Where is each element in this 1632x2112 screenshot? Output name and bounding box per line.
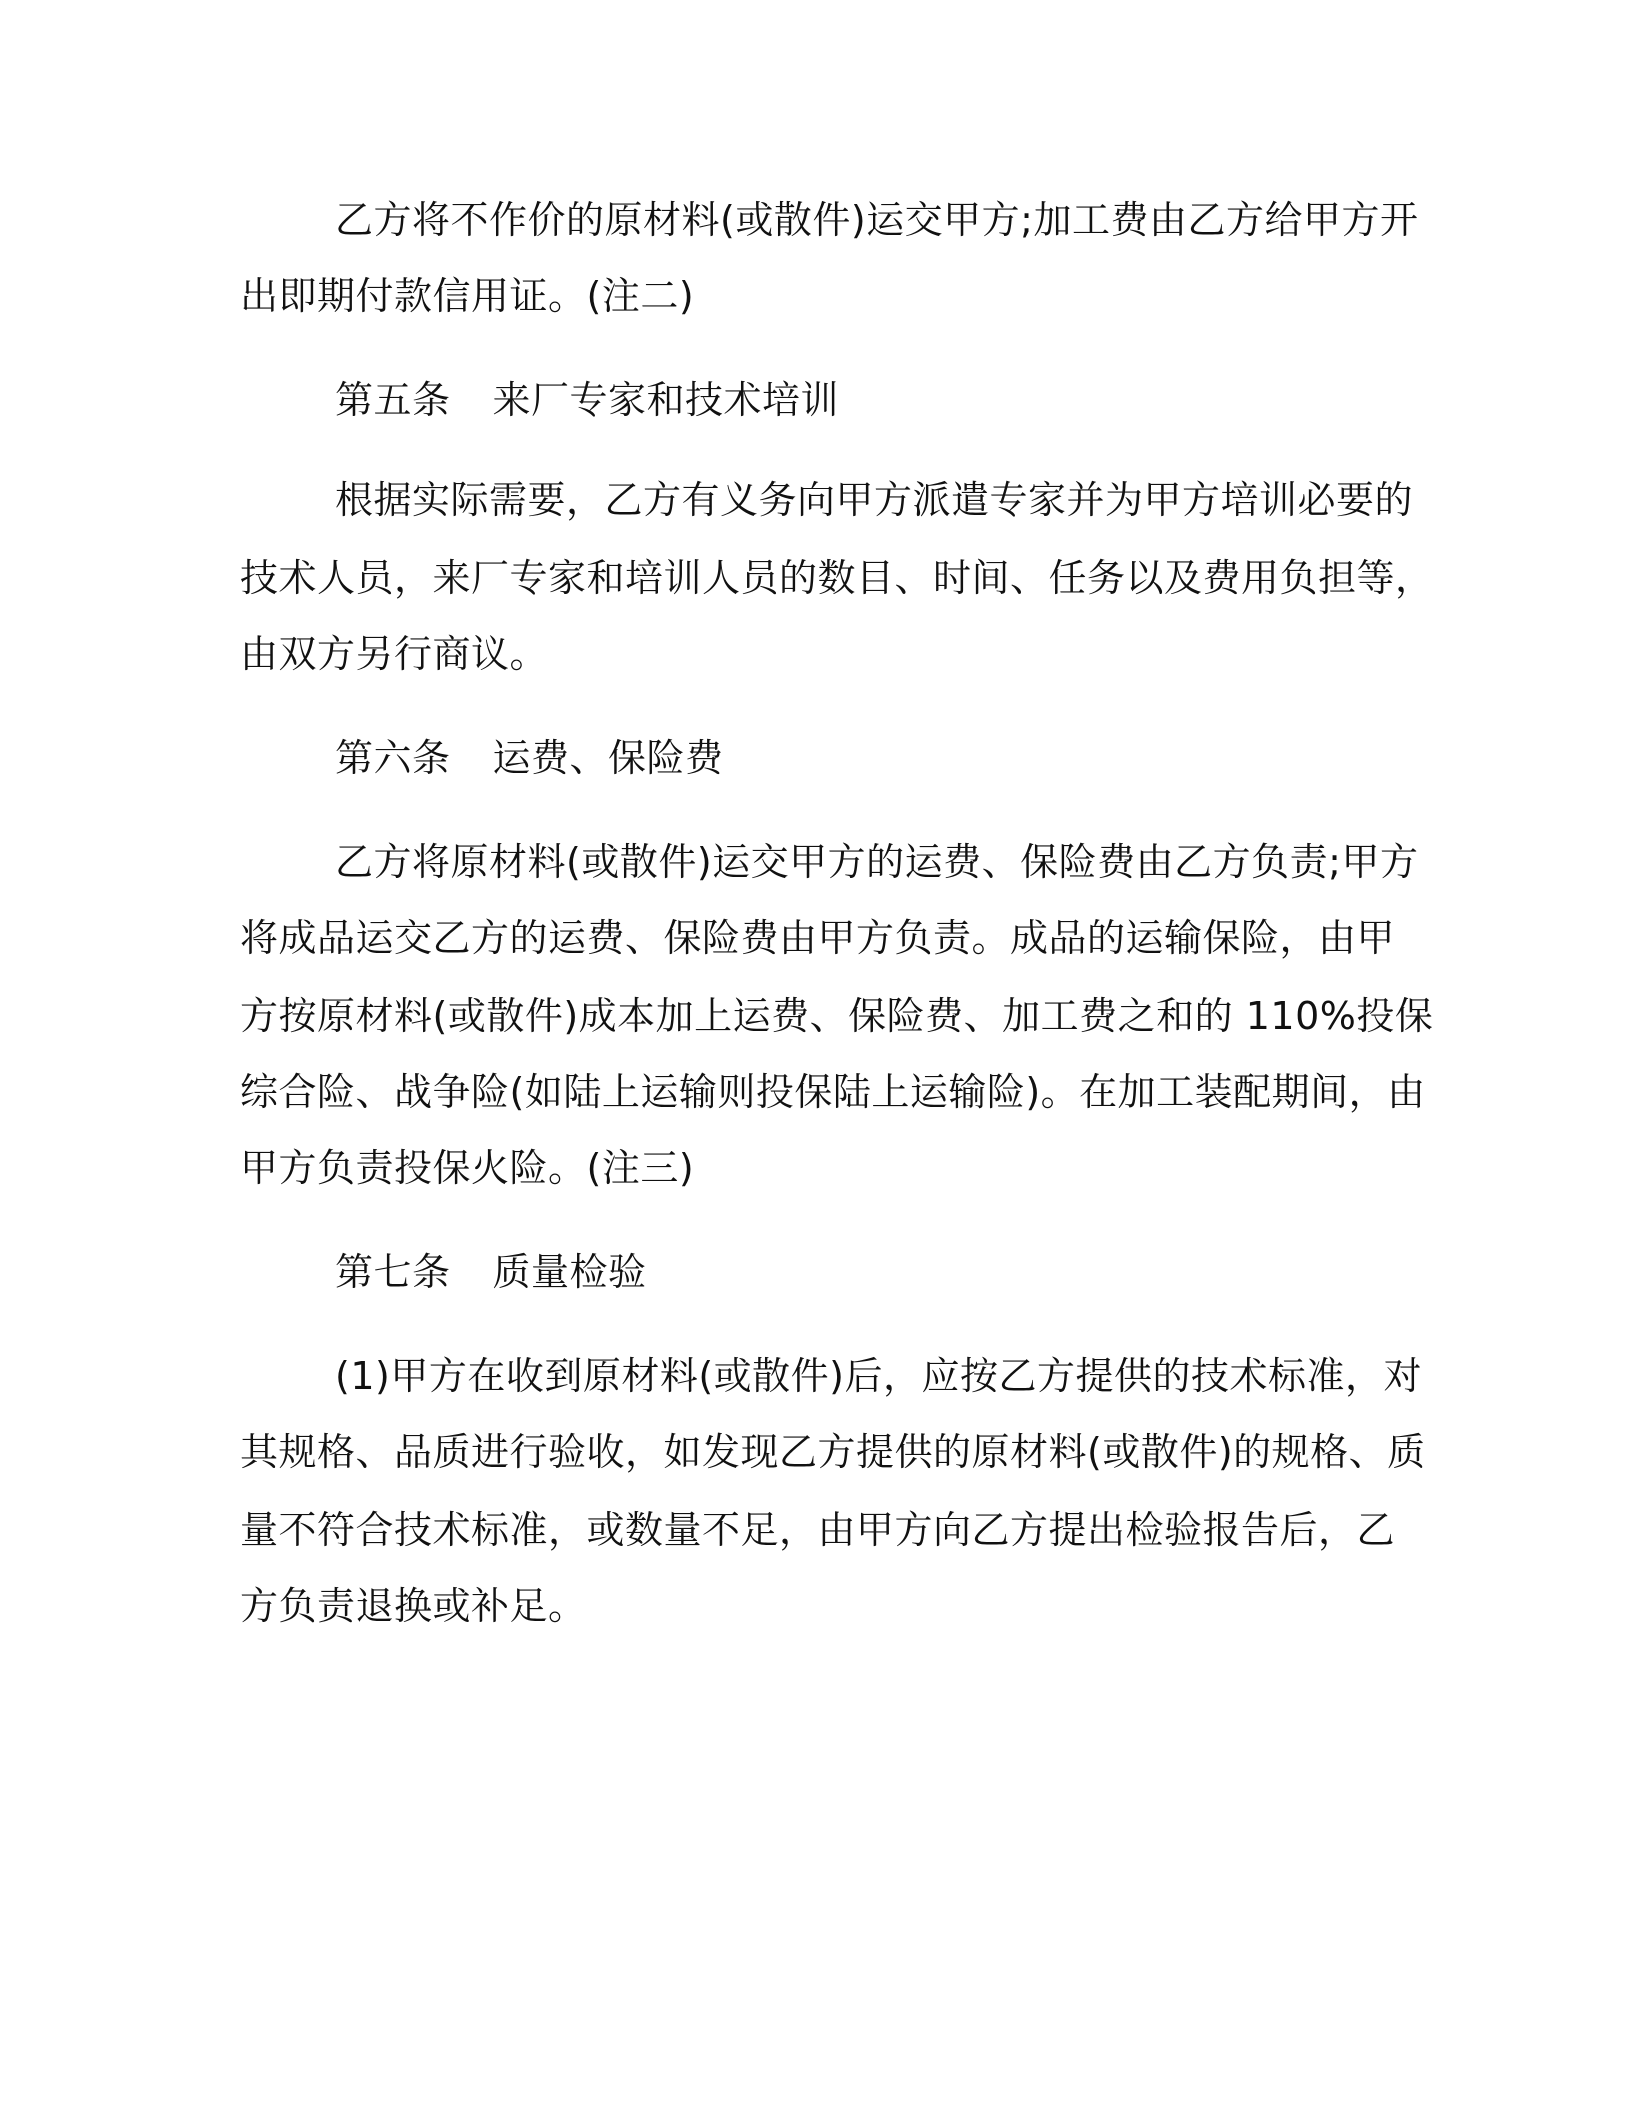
article-number: 第七条 [335,1250,451,1294]
paragraph-line: 由双方另行商议。 [240,632,549,676]
article-title: 运费、保险费 [492,736,724,780]
paragraph-line: 将成品运交乙方的运费、保险费由甲方负责。成品的运输保险，由甲 [240,916,1396,960]
paragraph-line: 量不符合技术标准，或数量不足，由甲方向乙方提出检验报告后，乙 [240,1508,1396,1552]
article-title: 质量检验 [492,1250,647,1294]
paragraph-line: 技术人员，来厂专家和培训人员的数目、时间、任务以及费用负担等， [240,556,1434,600]
article-number: 第五条 [335,378,451,422]
paragraph-line: 方按原材料(或散件)成本加上运费、保险费、加工费之和的 110%投保 [240,994,1434,1038]
article-7-heading [335,1248,647,1296]
paragraph-line: 乙方将不作价的原材料(或散件)运交甲方;加工费由乙方给甲方开 [335,198,1419,242]
article-6-heading [335,734,724,782]
paragraph-line: 其规格、品质进行验收，如发现乙方提供的原材料(或散件)的规格、质 [240,1430,1426,1474]
paragraph-line: 根据实际需要，乙方有义务向甲方派遣专家并为甲方培训必要的 [335,478,1414,522]
article-5-heading [335,376,839,424]
paragraph-line: 乙方将原材料(或散件)运交甲方的运费、保险费由乙方负责;甲方 [335,840,1419,884]
paragraph-line: 方负责退换或补足。 [240,1584,587,1628]
paragraph-line: 甲方负责投保火险。(注三) [240,1146,695,1190]
paragraph-line: (1)甲方在收到原材料(或散件)后，应按乙方提供的技术标准，对 [335,1354,1422,1398]
paragraph-line: 出即期付款信用证。(注二) [240,274,695,318]
paragraph-line: 综合险、战争险(如陆上运输则投保陆上运输险)。在加工装配期间，由 [240,1070,1426,1114]
article-title: 来厂专家和技术培训 [492,378,840,422]
article-number: 第六条 [335,736,451,780]
